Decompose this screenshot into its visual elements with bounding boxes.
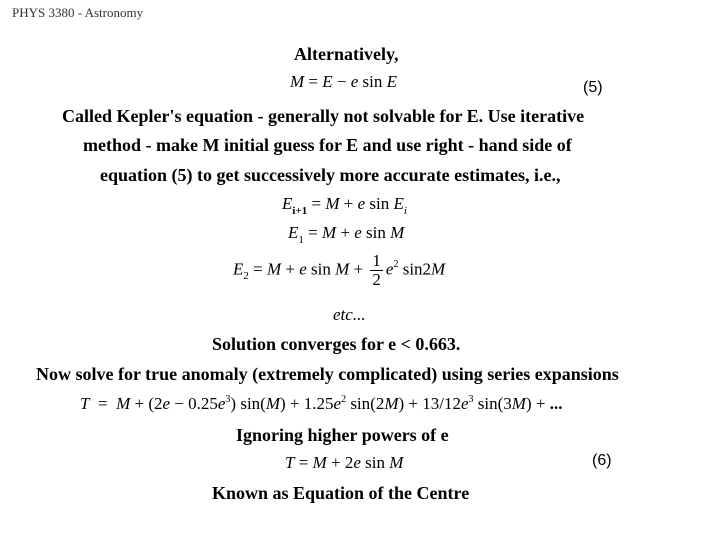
slide-header: PHYS 3380 - Astronomy (12, 5, 144, 20)
true-anomaly-series-equation: $T = M + (2e - 0.25e^3)$ $\sin(M) + 1.25e^2$ $\sin(2M) + 13/12e^3$ sin(3M) + ... (80, 394, 563, 413)
equation-number-6: (6) (592, 452, 612, 469)
iteration-equation: $E_{i+1} = M + e$ $\sin E_i$ (282, 194, 407, 217)
equation-number-5: (5) (583, 79, 603, 96)
etc-text: etc... (333, 305, 366, 324)
alternatively-text: Alternatively, (294, 44, 399, 64)
kepler-description-line-2: method - make M initial guess for E and use right - hand side of (83, 135, 572, 155)
kepler-description-line-1: Called Kepler's equation - generally not solvable for E. Use iterative (62, 106, 585, 126)
ignoring-higher-powers-text: Ignoring higher powers of e (236, 425, 449, 445)
kepler-description-line-3: equation (5) to get successively more accurate estimates, i.e., (100, 165, 561, 185)
true-anomaly-text: Now solve for true anomaly (extremely complicated) using series expansions (36, 364, 619, 384)
equation-of-centre: T = M + 2e sin M (285, 453, 404, 472)
equation-of-centre-label: Known as Equation of the Centre (212, 483, 470, 503)
kepler-equation: M = E − e sin E (290, 72, 398, 91)
convergence-text: Solution converges for e < 0.663. (212, 334, 461, 354)
first-iteration-equation: $E_1 = M + e$ sin M (288, 223, 405, 246)
second-iteration-equation: $E_2 = M + e$ sin M + $\frac{1}{2}$ $e^2$ sin2M (233, 251, 446, 289)
